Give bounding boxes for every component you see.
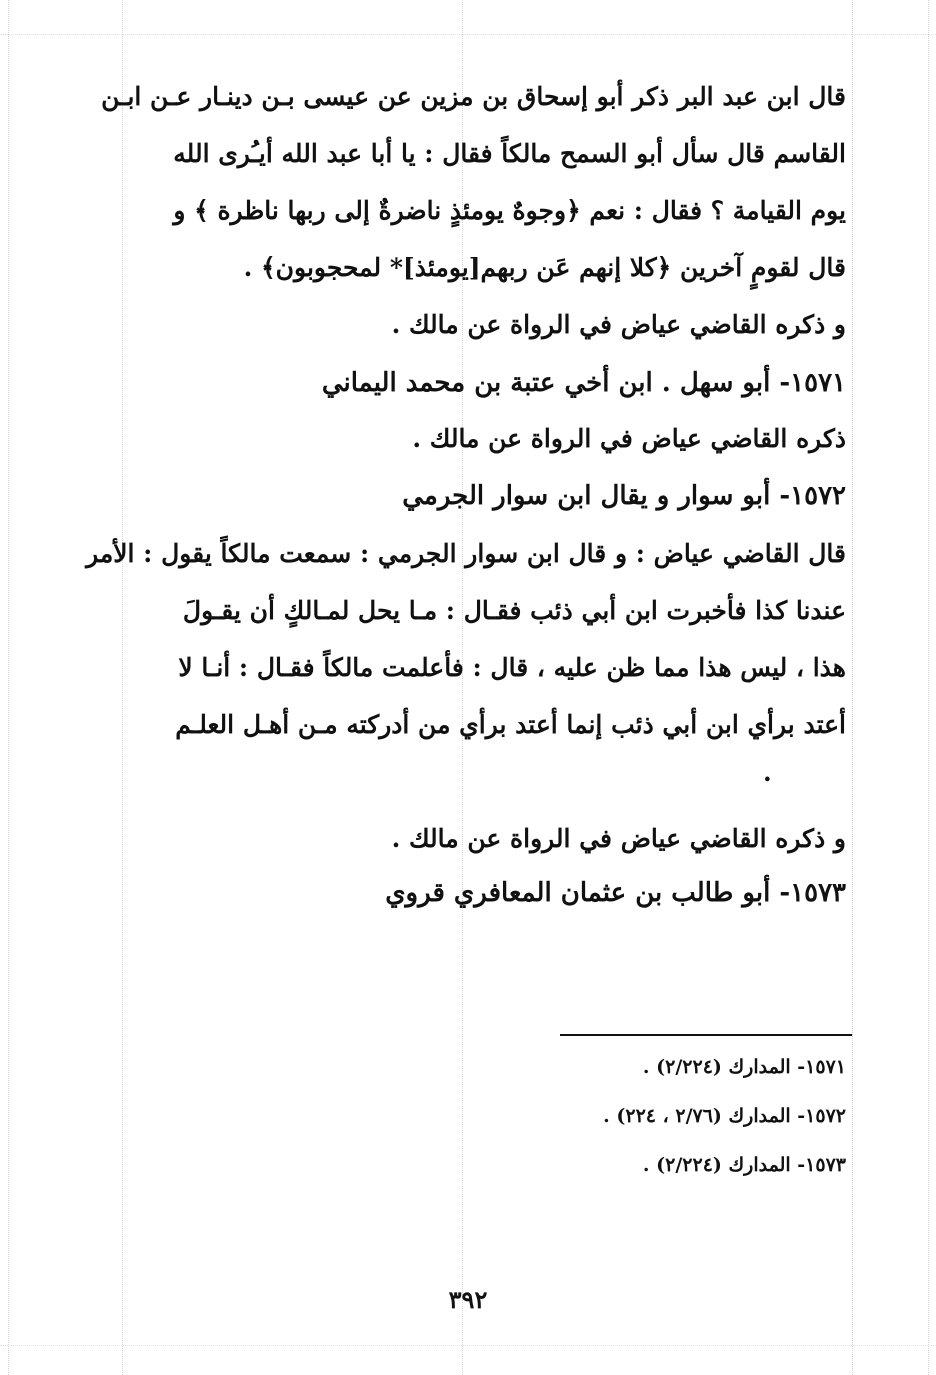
- scan-guide-line: [0, 34, 936, 35]
- scan-guide-line: [852, 0, 853, 1375]
- body-line-10: عندنا كذا فأخبرت ابن أبي ذئب فقـال : مـا يحل لمـالكٍ أن يقـولَ: [182, 596, 846, 625]
- footnote-1572: ١٥٧٢- المدارك (٢/٧٦ ، ٢٢٤) .: [603, 1105, 846, 1127]
- body-line-3: يوم القيامة ؟ فقال : نعم ﴿وجوهٌ يومئذٍ ناضرةٌ إلى ربها ناظرة ﴾ و: [173, 196, 846, 225]
- footnote-separator: [560, 1034, 852, 1036]
- scan-guide-line: [0, 1345, 936, 1346]
- scan-guide-line: [8, 0, 9, 1375]
- body-line-5: و ذكره القاضي عياض في الرواة عن مالك .: [391, 310, 846, 339]
- entry-1572-heading: ١٥٧٢- أبو سوار و يقال ابن سوار الجرمي: [402, 481, 846, 511]
- line-end-dot: .: [763, 758, 772, 787]
- page-number: ٣٩٢: [448, 1285, 488, 1314]
- entry-1573-heading: ١٥٧٣- أبو طالب بن عثمان المعافري قروي: [385, 878, 846, 908]
- scan-guide-line: [928, 0, 929, 1375]
- footnote-1573: ١٥٧٣- المدارك (٢/٢٢٤) .: [642, 1154, 846, 1176]
- body-line-9: قال القاضي عياض : و قال ابن سوار الجرمي : سمعت مالكاً يقول : الأمر: [86, 539, 846, 568]
- body-line-4: قال لقومٍ آخرين ﴿كلا إنهم عَن ربهم[يومئذ]* لمحجوبون﴾ .: [243, 253, 846, 282]
- entry-1571-heading: ١٥٧١- أبو سهل . ابن أخي عتبة بن محمد اليماني: [321, 368, 846, 398]
- body-line-1: قال ابن عبد البر ذكر أبو إسحاق بن مزين عن عيسى بـن دينـار عـن ابـن: [101, 82, 846, 111]
- body-line-2: القاسم قال سأل أبو السمح مالكاً فقال : يا أبا عبد الله أيـُرى الله: [173, 139, 846, 168]
- body-line-14: و ذكره القاضي عياض في الرواة عن مالك .: [391, 824, 846, 853]
- body-line-7: ذكره القاضي عياض في الرواة عن مالك .: [412, 424, 846, 453]
- body-line-12: أعتد برأي ابن أبي ذئب إنما أعتد برأي من أدركته مـن أهـل العلـم: [175, 710, 846, 739]
- footnote-1571: ١٥٧١- المدارك (٢/٢٢٤) .: [642, 1056, 846, 1078]
- body-line-11: هذا ، ليس هذا مما ظن عليه ، قال : فأعلمت مالكاً فقـال : أنـا لا: [178, 653, 846, 682]
